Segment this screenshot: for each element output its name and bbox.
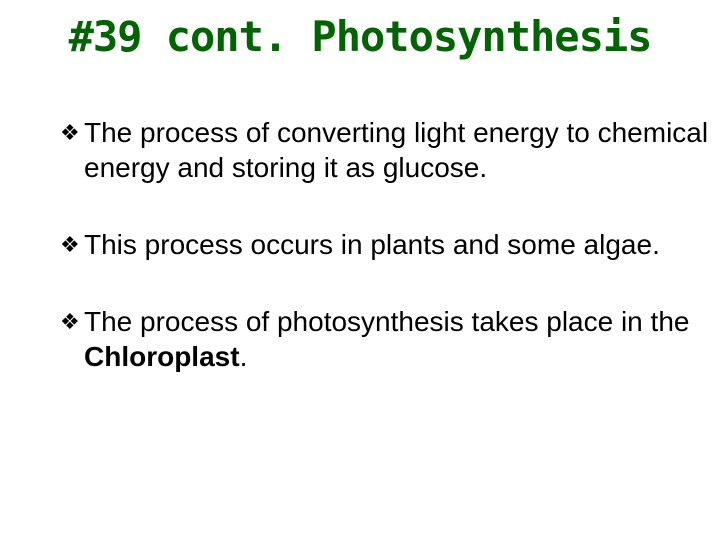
bullet-item-location: [60, 304, 710, 374]
bullet-item-definition: [60, 115, 710, 185]
bullet-emphasis: Chloroplast: [84, 341, 240, 372]
bullet-text-end: .: [239, 341, 248, 372]
bullet-text: The process of converting light energy to chemical energy and storing it as glucose.: [84, 117, 709, 183]
slide-title: #39 cont. Photosynthesis: [68, 12, 652, 61]
bullet-text: This process occurs in plants and some algae.: [84, 229, 660, 260]
diamond-bullet-icon: ❖: [60, 309, 80, 334]
bullet-item-organisms: [60, 227, 710, 262]
diamond-bullet-icon: ❖: [60, 232, 80, 257]
bullet-text: The process of photosynthesis takes place in the: [84, 306, 690, 337]
diamond-bullet-icon: ❖: [60, 120, 80, 145]
bullet-list: [60, 115, 710, 374]
